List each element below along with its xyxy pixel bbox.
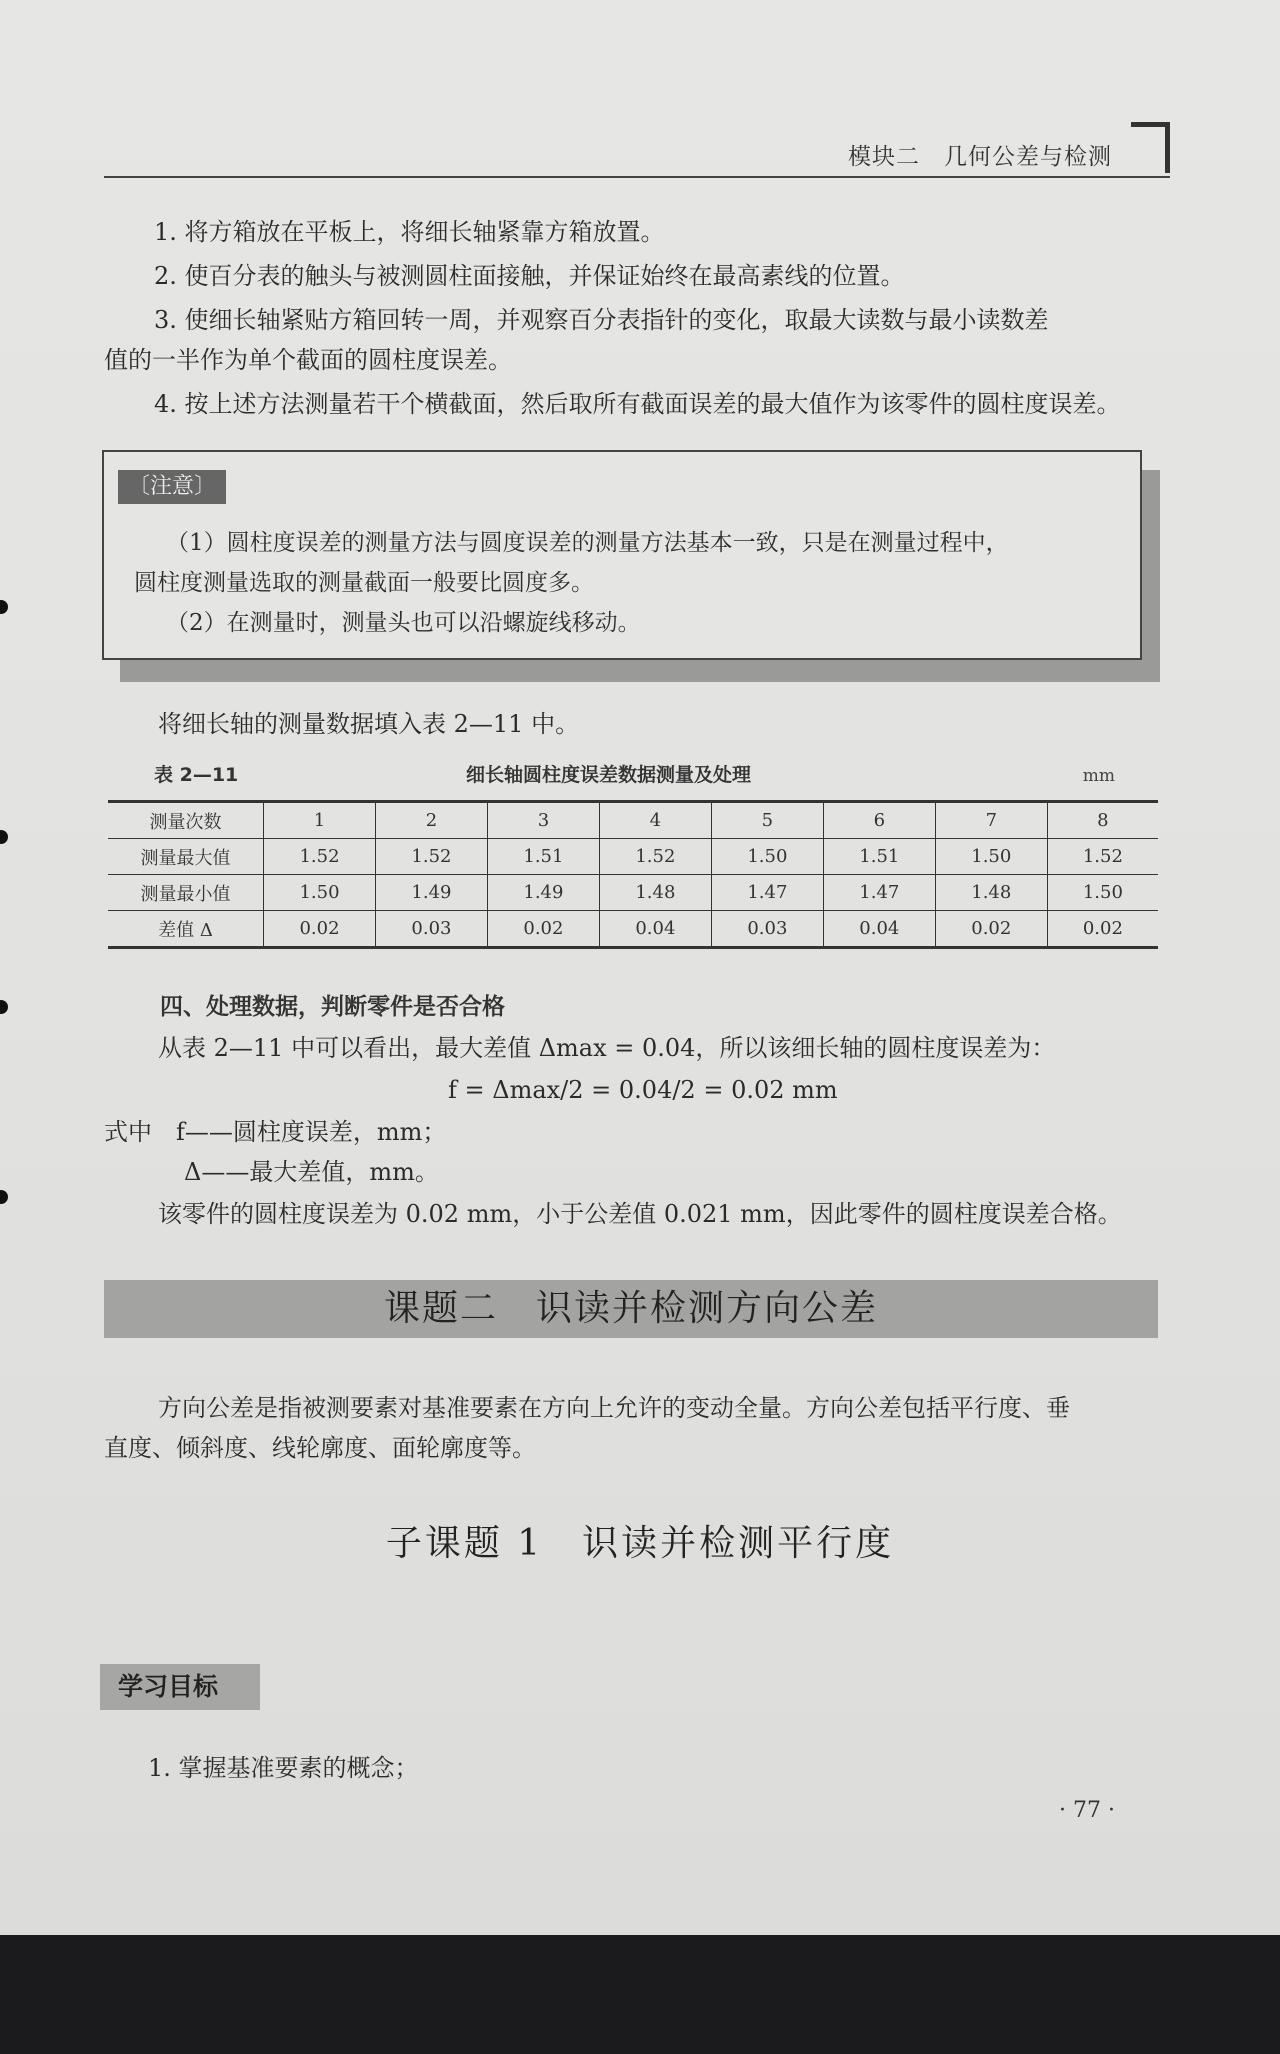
table-cell: 3 [487,802,599,839]
table-cell: 1.51 [487,839,599,875]
intro-line-2: 直度、倾斜度、线轮廓度、面轮廓度等。 [104,1434,536,1462]
table-cell: 0.02 [935,911,1047,948]
table-row [108,875,1158,911]
note-tag: 〔注意〕 [118,470,226,504]
table-cell: 0.03 [375,911,487,948]
table-cell: 4 [599,802,711,839]
running-header: 模块二 几何公差与检测 [848,144,1112,170]
table-cell: 1.48 [935,875,1047,911]
note-line-2: 圆柱度测量选取的测量截面一般要比圆度多。 [134,570,594,596]
table-cell: 1.52 [264,839,376,875]
section-text-1: 从表 2—11 中可以看出，最大差值 Δmax = 0.04，所以该细长轴的圆柱度误差为： [158,1034,1056,1062]
binder-dot [0,830,8,844]
fill-in-text: 将细长轴的测量数据填入表 2—11 中。 [158,710,580,738]
table-cell: 1.50 [264,875,376,911]
header-corner-mark [1131,122,1170,173]
table-cell: 0.04 [823,911,935,948]
step-1: 1. 将方箱放在平板上，将细长轴紧靠方箱放置。 [154,218,665,246]
table-caption: 细长轴圆柱度误差数据测量及处理 [466,764,752,786]
binder-dot [0,1190,8,1204]
table-cell: 测量最小值 [108,875,264,911]
table-cell: 7 [935,802,1047,839]
table-cell: 差值 Δ [108,911,264,948]
table-row [108,839,1158,875]
table-cell: 1.48 [599,875,711,911]
table-cell: 1.52 [599,839,711,875]
note-line-3: （2）在测量时，测量头也可以沿螺旋线移动。 [166,610,641,636]
formula: f = Δmax/2 = 0.04/2 = 0.02 mm [448,1076,838,1104]
topic-band [104,1280,1158,1338]
step-4: 4. 按上述方法测量若干个横截面，然后取所有截面误差的最大值作为该零件的圆柱度误差。 [154,390,1121,418]
table-cell: 8 [1047,802,1158,839]
table-cell: 1.52 [1047,839,1158,875]
intro-line-1: 方向公差是指被测要素对基准要素在方向上允许的变动全量。方向公差包括平行度、垂 [158,1394,1070,1422]
table-cell: 1.52 [375,839,487,875]
table-row [108,802,1158,839]
table-cell: 1.50 [711,839,823,875]
step-3-cont: 值的一半作为单个截面的圆柱度误差。 [104,346,512,374]
table-cell: 1.51 [823,839,935,875]
table-cell: 0.02 [487,911,599,948]
table-cell: 6 [823,802,935,839]
note-box [102,450,1142,660]
table-cell: 0.02 [264,911,376,948]
topic-title: 课题二 识读并检测方向公差 [383,1288,878,1329]
conclusion: 该零件的圆柱度误差为 0.02 mm，小于公差值 0.021 mm，因此零件的圆柱度误差合格。 [158,1200,1122,1228]
step-3: 3. 使细长轴紧贴方箱回转一周，并观察百分表指针的变化，取最大读数与最小读数差 [154,306,1049,334]
table-cell: 1.50 [1047,875,1158,911]
table-cell: 1.47 [823,875,935,911]
where-line-1: 式中 f——圆柱度误差，mm； [104,1118,447,1146]
section-heading: 四、处理数据，判断零件是否合格 [160,994,505,1020]
table-cell: 1.47 [711,875,823,911]
objective-item: 1. 掌握基准要素的概念； [148,1754,419,1782]
table-cell: 5 [711,802,823,839]
table-cell: 1.49 [375,875,487,911]
table-cell: 测量最大值 [108,839,264,875]
table-cell: 测量次数 [108,802,264,839]
step-2: 2. 使百分表的触头与被测圆柱面接触，并保证始终在最高素线的位置。 [154,262,905,290]
table-cell: 1.49 [487,875,599,911]
objectives-heading-bar [100,1664,260,1710]
table-number: 表 2—11 [154,764,239,786]
background-surface [0,1935,1280,2054]
table-cell: 0.02 [1047,911,1158,948]
table-cell: 1.50 [935,839,1047,875]
table-cell: 0.03 [711,911,823,948]
objectives-heading: 学习目标 [118,1672,219,1701]
table-cell: 2 [375,802,487,839]
note-line-1: （1）圆柱度误差的测量方法与圆度误差的测量方法基本一致，只是在测量过程中， [166,530,1009,556]
data-table [108,800,1158,949]
header-rule [104,176,1170,178]
table-cell: 0.04 [599,911,711,948]
binder-dot [0,1000,8,1014]
page-number: · 77 · [1059,1798,1115,1823]
table-cell: 1 [264,802,376,839]
binder-dot [0,600,8,614]
subtopic-title: 子课题 1 识读并检测平行度 [385,1523,895,1564]
where-line-2: Δ——最大差值，mm。 [184,1158,439,1186]
table-row [108,911,1158,948]
table-unit: mm [1082,766,1115,786]
